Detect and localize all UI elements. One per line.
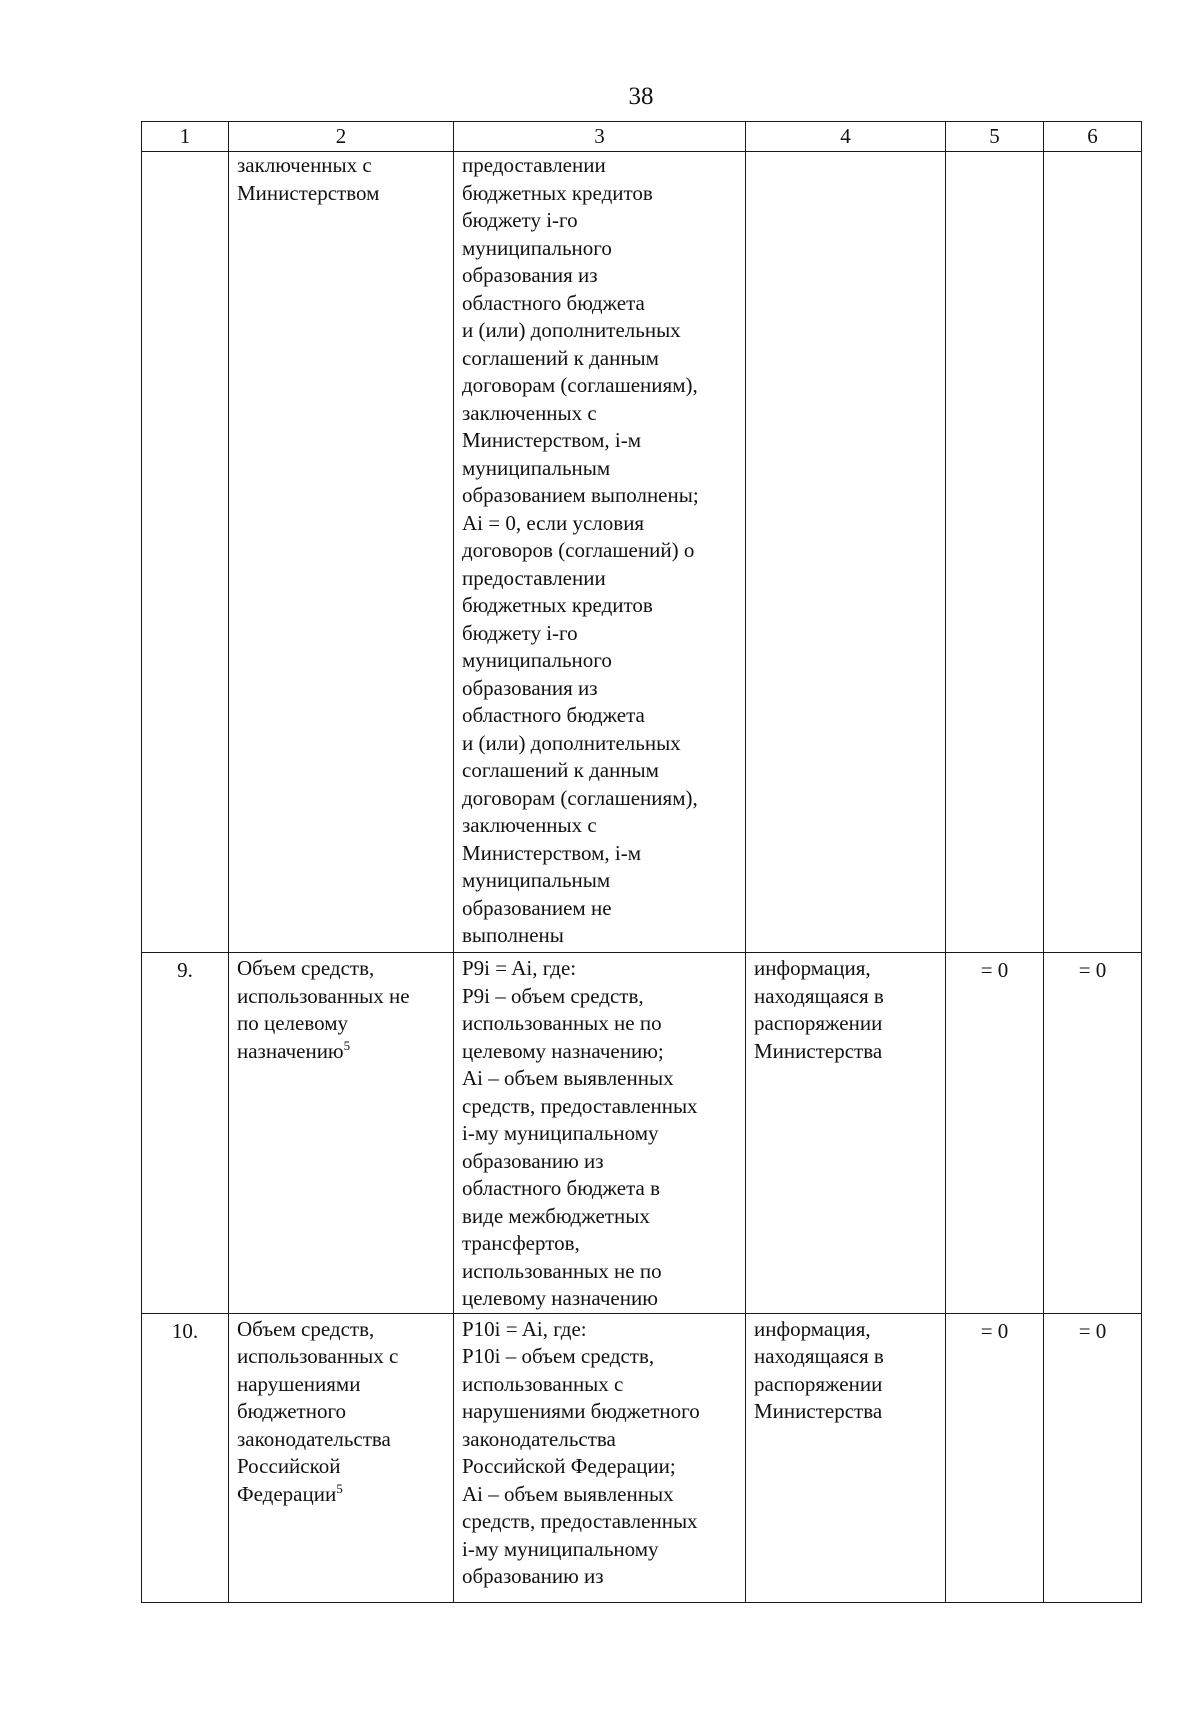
cell-number: 10. <box>142 1313 229 1602</box>
column-header-2: 2 <box>229 122 454 152</box>
text-line <box>237 1038 449 1066</box>
text-line: i-му муниципальному <box>462 1536 659 1561</box>
text-line: договорам (соглашениям), <box>462 785 698 810</box>
text-line: договорам (соглашениям), <box>462 373 698 397</box>
text-line: трансфертов, <box>462 1231 580 1255</box>
text-line: по целевому <box>237 1011 349 1035</box>
cell-value-5: = 0 <box>946 1313 1044 1602</box>
text-line: использованных не <box>237 983 410 1008</box>
text-line: заключенных с <box>462 400 597 425</box>
text-line: распоряжении <box>754 1011 883 1035</box>
text-line: i-му муниципальному <box>462 1121 659 1145</box>
text-line: образованием выполнены; <box>462 483 699 507</box>
text-line: муниципального <box>462 235 612 260</box>
page-number: 38 <box>628 83 654 110</box>
text-line: Министерством, i-м <box>462 428 641 452</box>
text-line: и (или) дополнительных <box>462 730 681 755</box>
text-line: использованных не по <box>462 1258 662 1283</box>
name-text: Федерации <box>237 1481 337 1506</box>
text-line: бюджетных кредитов <box>462 593 653 617</box>
cell-value-6: = 0 <box>1044 953 1142 1314</box>
text-line: образованию из <box>462 1148 604 1173</box>
name-text: назначению <box>237 1038 344 1063</box>
text-line: нарушениями бюджетного <box>462 1399 700 1423</box>
cell-value-6: = 0 <box>1044 1313 1142 1602</box>
text-line: образованием не <box>462 895 612 920</box>
cell-number <box>142 152 229 953</box>
text-line: законодательства <box>462 1426 616 1451</box>
footnote-marker: 5 <box>343 1037 351 1053</box>
text-line: образованию из <box>462 1564 604 1588</box>
cell-number: 9. <box>142 953 229 1314</box>
cell-value-5: = 0 <box>946 953 1044 1314</box>
text-line: Ai – объем выявленных <box>462 1481 674 1506</box>
indicators-table <box>141 121 1142 1603</box>
text-line: Российской Федерации; <box>462 1454 676 1478</box>
text-line: муниципальным <box>462 868 611 892</box>
text-line: P10i – объем средств, <box>462 1344 655 1368</box>
text-line: предоставлении <box>462 153 606 177</box>
column-header-5: 5 <box>946 122 1044 152</box>
cell-value-5 <box>946 152 1044 953</box>
text-line: целевому назначению; <box>462 1038 664 1063</box>
text-line: образования из <box>462 263 598 287</box>
text-line: Министерства <box>754 1399 883 1423</box>
text-line: муниципального <box>462 648 612 672</box>
text-line: использованных с <box>237 1344 399 1368</box>
cell-value-6 <box>1044 152 1142 953</box>
text-line: P9i – объем средств, <box>462 983 644 1008</box>
column-header-4: 4 <box>746 122 946 152</box>
text-line: соглашений к данным <box>462 758 659 782</box>
text-line: соглашений к данным <box>462 345 659 370</box>
text-line: информация, <box>754 1316 871 1341</box>
text-line: Объем средств, <box>237 956 375 980</box>
text-line: областного бюджета <box>462 290 645 315</box>
text-line: и (или) дополнительных <box>462 318 681 342</box>
text-line: P9i = Ai, где: <box>462 956 577 980</box>
text-line: информация, <box>754 956 871 980</box>
cell-indicator-name <box>229 953 454 1314</box>
text-line: Российской <box>237 1454 341 1478</box>
cell-source <box>746 1313 946 1602</box>
text-line: P10i = Ai, где: <box>462 1316 587 1341</box>
text-line: Министерством <box>237 180 380 205</box>
text-line: Ai – объем выявленных <box>462 1066 674 1090</box>
column-header-6: 6 <box>1044 122 1142 152</box>
text-line: выполнены <box>462 923 564 947</box>
text-line <box>237 1481 449 1509</box>
cell-formula <box>454 152 746 953</box>
text-line: муниципальным <box>462 455 611 480</box>
text-line: бюджетных кредитов <box>462 180 653 205</box>
text-line: находящаяся в <box>754 1344 884 1368</box>
text-line: Министерством, i-м <box>462 840 641 865</box>
text-line: бюджету i-го <box>462 208 578 232</box>
text-line: заключенных с <box>462 813 597 837</box>
text-line: образования из <box>462 675 598 700</box>
cell-source <box>746 953 946 1314</box>
text-line: Объем средств, <box>237 1316 375 1341</box>
column-number-row <box>142 122 1142 152</box>
text-line: средств, предоставленных <box>462 1093 698 1118</box>
text-line: законодательства <box>237 1426 391 1451</box>
cell-indicator-name <box>229 1313 454 1602</box>
cell-indicator-name <box>229 152 454 953</box>
text-line: использованных не по <box>462 1011 662 1035</box>
text-line: заключенных с <box>237 153 372 177</box>
footnote-marker: 5 <box>336 1480 343 1496</box>
text-line: Министерства <box>754 1038 883 1063</box>
text-line: распоряжении <box>754 1371 883 1396</box>
cell-formula <box>454 953 746 1314</box>
text-line: областного бюджета в <box>462 1176 661 1200</box>
text-line: нарушениями <box>237 1371 361 1396</box>
text-line: областного бюджета <box>462 703 645 727</box>
text-line: целевому назначению <box>462 1286 658 1310</box>
text-line: Ai = 0, если условия <box>462 510 645 535</box>
column-header-1: 1 <box>142 122 229 152</box>
text-line: средств, предоставленных <box>462 1509 698 1533</box>
table-row-10 <box>142 1313 1142 1602</box>
cell-formula <box>454 1313 746 1602</box>
text-line: бюджетного <box>237 1399 347 1423</box>
text-line: использованных с <box>462 1371 624 1396</box>
column-header-3: 3 <box>454 122 746 152</box>
text-line: договоров (соглашений) о <box>462 538 695 562</box>
text-line: предоставлении <box>462 565 606 590</box>
text-line: виде межбюджетных <box>462 1203 650 1228</box>
text-line: бюджету i-го <box>462 620 578 645</box>
table-row-9 <box>142 953 1142 1314</box>
cell-source <box>746 152 946 953</box>
table-row-continuation <box>142 152 1142 953</box>
text-line: находящаяся в <box>754 983 884 1008</box>
